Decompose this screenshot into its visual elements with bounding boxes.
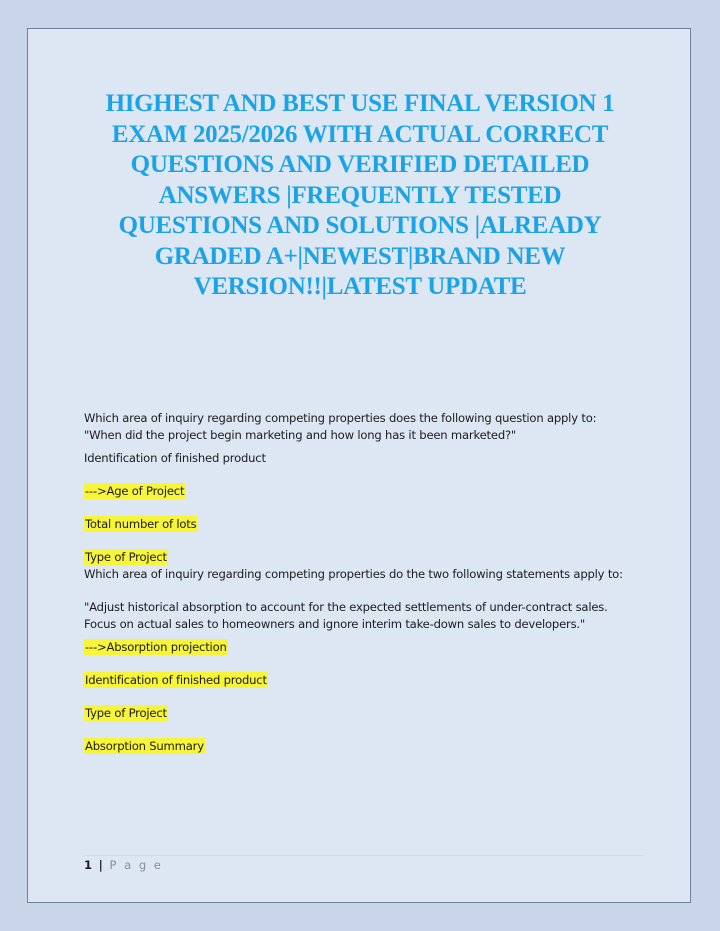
highlighted-option: Type of Project [85, 550, 167, 564]
page-label: P a g e [109, 858, 163, 872]
question-2-option [84, 705, 674, 722]
highlighted-option: Identification of finished product [85, 673, 267, 687]
question-1-option [84, 516, 674, 533]
document-page [27, 28, 691, 903]
question-1-option: Identification of finished product [84, 451, 266, 465]
question-2-line-3: Focus on actual sales to homeowners and ignore interim take-down sales to developers." [84, 617, 586, 631]
question-1-line-2: "When did the project begin marketing and how long has it been marketed?" [84, 428, 517, 442]
question-2-option [84, 672, 674, 689]
page-number: 1 [84, 858, 93, 872]
question-2-option [84, 738, 674, 755]
question-2-answer [84, 639, 674, 656]
question-1-answer [84, 483, 674, 500]
question-2-line-1: Which area of inquiry regarding competing properties do the two following statements apply to: [84, 567, 623, 581]
question-1-option [84, 549, 674, 566]
highlighted-option: Type of Project [85, 706, 167, 720]
question-2-line-2: "Adjust historical absorption to account for the expected settlements of under-contract sales. [84, 600, 608, 614]
page-separator: | [98, 858, 103, 872]
highlighted-answer: --->Absorption projection [85, 640, 227, 654]
highlighted-answer: --->Age of Project [85, 484, 185, 498]
page-footer [84, 855, 644, 872]
highlighted-option: Absorption Summary [85, 739, 204, 753]
question-1-line-1: Which area of inquiry regarding competing properties does the following question apply to: [84, 411, 597, 425]
document-body [84, 410, 674, 755]
highlighted-option: Total number of lots [85, 517, 197, 531]
document-title: HIGHEST AND BEST USE FINAL VERSION 1 EXAM 2025/2026 WITH ACTUAL CORRECT QUESTIONS AND VERIFIED DETAILED ANSWERS |FREQUENTLY TESTED QUESTIONS AND SOLUTIONS |ALREADY GRADED A+|NEWEST|BRAND NEW VERSION!!|LATEST UPDATE [105, 90, 615, 300]
